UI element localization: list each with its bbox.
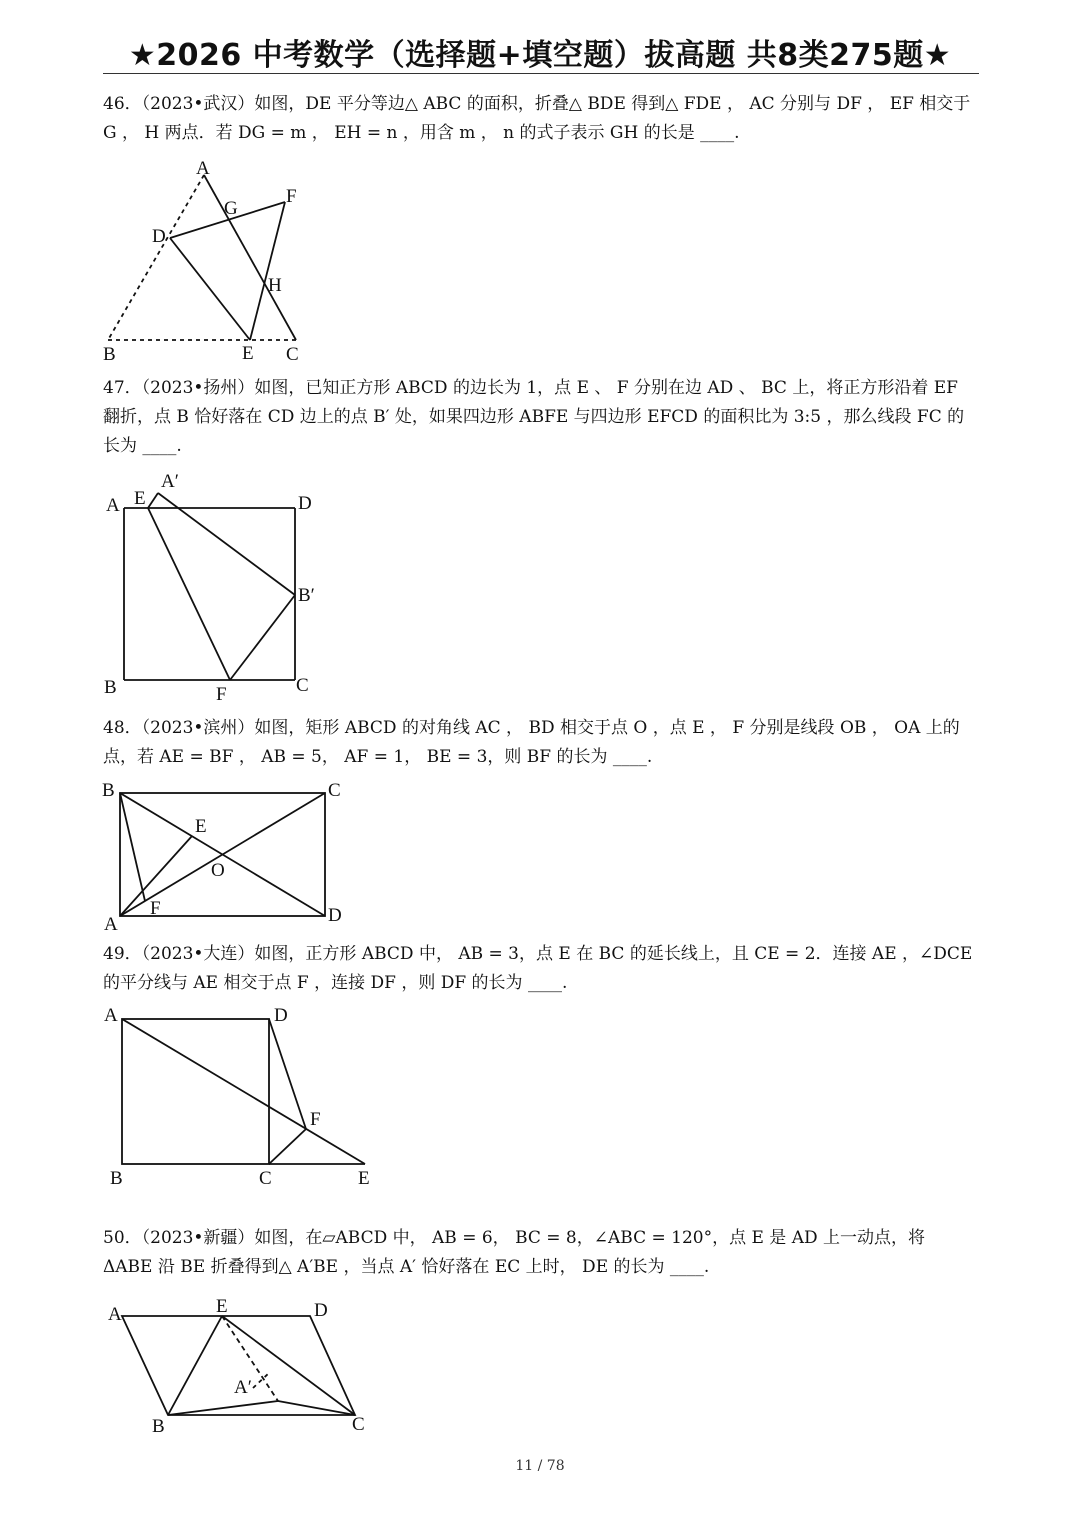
label-A-prime: A′: [161, 471, 179, 492]
square-ABCD: [122, 1019, 269, 1164]
problem-50-figure: [100, 1290, 390, 1440]
page-number: 11 / 78: [515, 1458, 565, 1474]
problem-48-text: 48．（2023•滨州）如图，矩形 ABCD 的对角线 AC ， BD 相交于点 O ，点 E ， F 分别是线段 OB ， OA 上的点，若 AE = BF ， AB = 5， AF = 1， BE = 3，则 BF 的长为 ____.: [103, 718, 960, 767]
label-B: B: [104, 677, 117, 698]
seg-BE: [168, 1316, 222, 1415]
label-D: D: [314, 1300, 328, 1321]
label-B: B: [152, 1416, 165, 1437]
problem-49-text: 49．（2023•大连）如图，正方形 ABCD 中， AB = 3，点 E 在 BC 的延长线上，且 CE = 2．连接 AE ，∠DCE 的平分线与 AE 相交于点 F ，连接 DF ，则 DF 的长为 ____.: [103, 944, 973, 993]
label-E: E: [242, 343, 254, 364]
label-F: F: [150, 898, 161, 919]
problem-48-figure: [100, 778, 350, 938]
label-C: C: [328, 780, 341, 801]
label-E: E: [134, 488, 146, 509]
page-header-title: ★2026 中考数学（选择题+填空题）拔高题 共8类275题★: [128, 38, 952, 73]
label-C: C: [286, 344, 299, 365]
label-G: G: [224, 198, 238, 219]
label-D: D: [274, 1005, 288, 1026]
seg-AE: [122, 1019, 365, 1164]
header-divider: [103, 73, 979, 74]
label-O: O: [211, 860, 225, 881]
label-F: F: [310, 1109, 321, 1130]
seg-FB1: [230, 595, 295, 680]
problem-49-figure: [100, 1003, 385, 1193]
label-E: E: [216, 1296, 228, 1317]
label-A: A: [104, 914, 118, 935]
seg-A1E: [148, 493, 158, 508]
label-C: C: [259, 1168, 272, 1189]
label-C: C: [352, 1414, 365, 1435]
seg-CF: [269, 1129, 306, 1164]
seg-DE: [170, 238, 250, 340]
seg-AC: [204, 175, 296, 340]
label-D: D: [328, 905, 342, 926]
seg-EF: [250, 202, 285, 340]
seg-EF: [148, 508, 230, 680]
label-A: A: [108, 1304, 122, 1325]
label-D: D: [152, 226, 166, 247]
label-F: F: [216, 684, 227, 705]
seg-A1C: [278, 1401, 355, 1415]
seg-AB: [108, 175, 204, 340]
seg-BA1: [168, 1401, 278, 1415]
problem-50-text: 50．（2023•新疆）如图，在▱ABCD 中， AB = 6， BC = 8，∠ABC = 120°，点 E 是 AD 上一动点，将 ΔABE 沿 BE 折叠得到△ A′BE ，当点 A′ 恰好落在 EC 上时， DE 的长为 ____.: [103, 1228, 926, 1277]
label-B: B: [102, 780, 115, 801]
seg-BF: [120, 793, 145, 901]
label-A: A: [104, 1005, 118, 1026]
problem-47-text: 47．（2023•扬州）如图，已知正方形 ABCD 的边长为 1，点 E 、 F 分别在边 AD 、 BC 上，将正方形沿着 EF 翻折，点 B 恰好落在 CD 边上的点 B′ 处，如果四边形 ABFE 与四边形 EFCD 的面积比为 3:5 ，那么线段 FC 的长为 ____.: [103, 378, 965, 456]
label-D: D: [298, 493, 312, 514]
seg-EC: [222, 1316, 355, 1415]
label-B: B: [110, 1168, 123, 1189]
label-A: A: [106, 495, 120, 516]
label-F: F: [286, 186, 297, 207]
label-C: C: [296, 675, 309, 696]
seg-DF: [269, 1019, 306, 1129]
parallelogram-ABCD: [122, 1316, 355, 1415]
problem-46-figure: [100, 150, 320, 370]
label-E: E: [358, 1168, 370, 1189]
problem-46-text: 46．（2023•武汉）如图，DE 平分等边△ ABC 的面积，折叠△ BDE 得到△ FDE ， AC 分别与 DF ， EF 相交于 G ， H 两点．若 DG = m ， EH = n ，用含 m ， n 的式子表示 GH 的长是 ____.: [103, 94, 971, 143]
label-A: A: [196, 158, 210, 179]
problem-47-figure: [100, 465, 340, 710]
label-H: H: [268, 275, 282, 296]
label-B: B: [103, 344, 116, 365]
label-E: E: [195, 816, 207, 837]
label-A-prime: A′: [234, 1377, 252, 1398]
label-B-prime: B′: [298, 585, 315, 606]
